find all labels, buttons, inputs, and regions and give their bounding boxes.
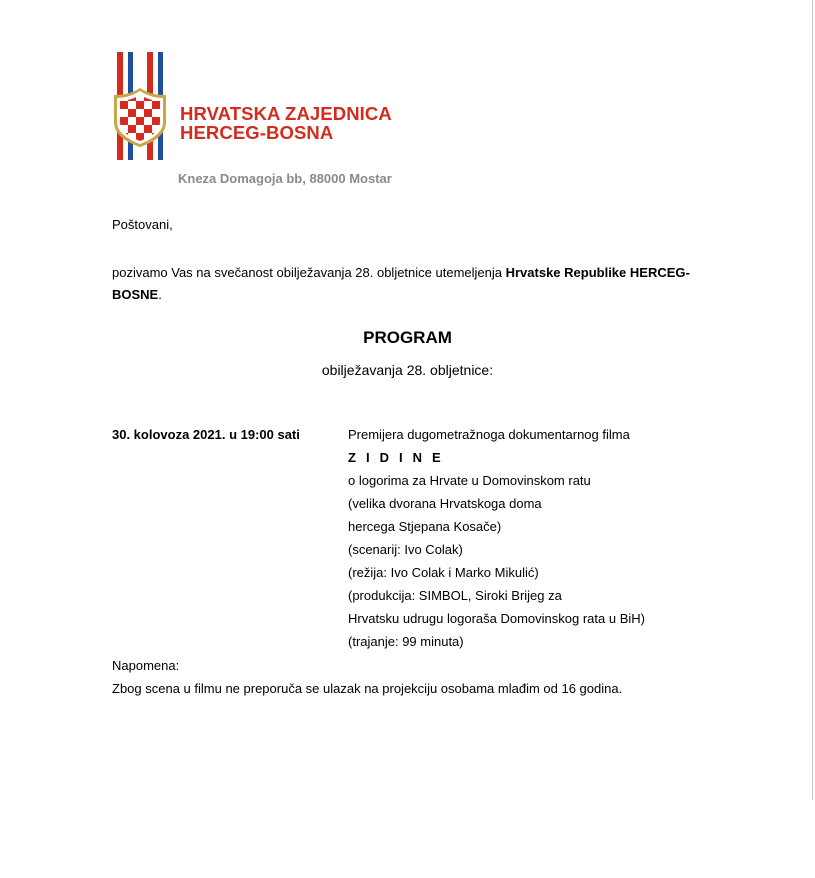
program-subtitle: obilježavanja 28. obljetnice: — [321, 362, 494, 378]
address: Kneza Domagoja bb, 88000 Mostar — [178, 171, 392, 186]
invite-text: pozivamo Vas na svečanost obilježavanja 28. obljetnice utemeljenja — [112, 265, 506, 280]
event-line: Hrvatsku udrugu logoraša Domovinskog rata u BiH) — [348, 611, 645, 626]
event-line: hercega Stjepana Kosače) — [348, 519, 502, 534]
event-line: Premijera dugometražnoga dokumentarnog filma — [348, 427, 630, 442]
event-date: 30. kolovoza 2021. u 19:00 sati — [112, 427, 300, 442]
invite-bold-1: Hrvatske Republike HERCEG- — [505, 265, 690, 280]
event-details — [348, 424, 645, 654]
event-line: (velika dvorana Hrvatskoga doma — [348, 496, 542, 511]
event-line: (scenarij: Ivo Colak) — [348, 542, 463, 557]
note-label: Napomena: — [112, 658, 180, 673]
invite-bold-2: BOSNE — [112, 287, 159, 302]
note-text: Zbog scena u filmu ne preporuča se ulazak na projekciju osobama mlađim od 16 godina. — [112, 681, 623, 696]
hzhb-logo — [113, 52, 169, 164]
organization-name — [180, 104, 392, 142]
event-line: o logorima za Hrvate u Domovinskom ratu — [348, 473, 591, 488]
event-line: (produkcija: SIMBOL, Siroki Brijeg za — [348, 588, 562, 603]
film-title: Z I D I N E — [348, 450, 444, 465]
invite-end: . — [158, 287, 162, 302]
program-title: PROGRAM — [363, 328, 452, 347]
event-line: (režija: Ivo Colak i Marko Mikulić) — [348, 565, 539, 580]
event-line: (trajanje: 99 minuta) — [348, 634, 464, 649]
org-name-line-2: HERCEG-BOSNA — [180, 122, 334, 143]
salutation: Poštovani, — [112, 217, 173, 232]
note — [112, 654, 622, 700]
invitation-paragraph — [112, 262, 712, 306]
org-name-line-1: HRVATSKA ZAJEDNICA — [180, 103, 392, 124]
page-edge — [812, 0, 813, 800]
